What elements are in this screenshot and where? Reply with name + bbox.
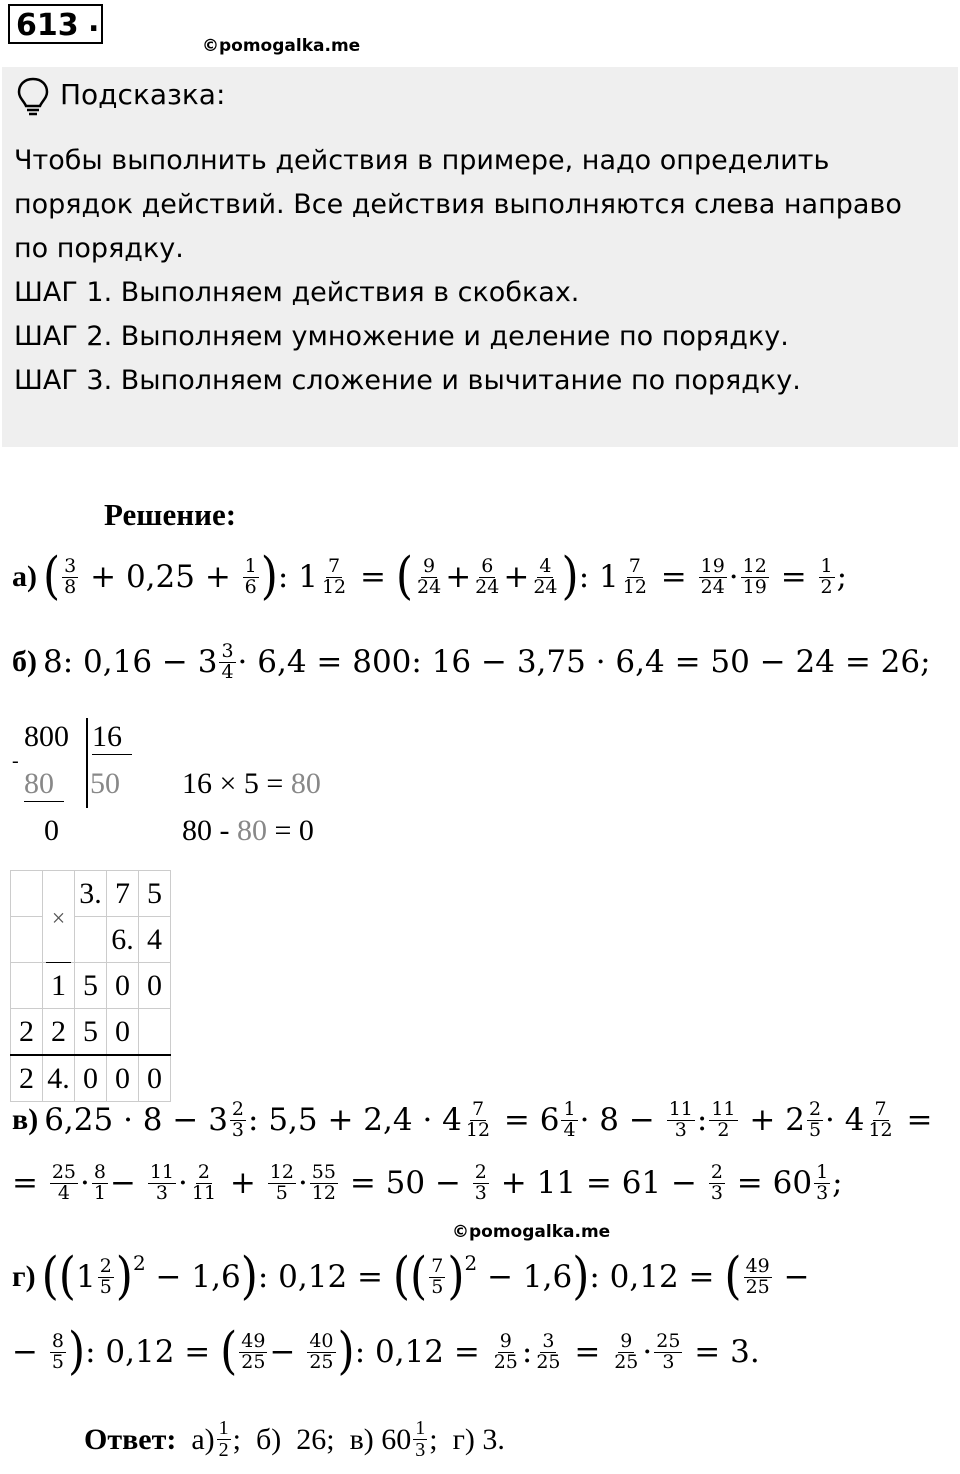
hint-line: Чтобы выполнить действия в примере, надо определить [14, 145, 830, 176]
step-text: Выполняем сложение и вычитание по порядку. [112, 365, 801, 396]
division-bar [86, 718, 88, 808]
check-value: 80 [290, 767, 321, 800]
hint-step-1 [14, 277, 579, 308]
grid-cell: 0 [75, 1055, 107, 1102]
grid-cell: 7 [107, 871, 139, 917]
grid-cell: 4 [139, 917, 171, 963]
grid-cell [43, 871, 75, 963]
solution-g-line-1: г) ( ( 1 2 5 ) 2 − 1,6 ) : 0,12 = ( ( 7 5 ) 2 − 1,6 ) : 0,12 = ( 49 25 − [12, 1247, 810, 1306]
lightbulb-icon [16, 76, 50, 116]
grid-cell: 4. [43, 1055, 75, 1102]
division-check-2 [182, 814, 314, 848]
grid-cell: 5 [139, 871, 171, 917]
grid-cell: 0 [139, 1055, 171, 1102]
division-dividend: 800 [24, 720, 69, 753]
division-subtract: 80 [24, 767, 64, 802]
step-text: Выполняем умножение и деление по порядку. [112, 321, 789, 352]
answer-g-label: г) [452, 1422, 475, 1456]
answer-label: Ответ: [84, 1422, 177, 1456]
grid-cell [11, 917, 43, 963]
answer: Ответ: а) 1 2 ; б) 26; в) 60 1 3 ; г) 3. [84, 1417, 505, 1461]
grid-cell [75, 917, 107, 963]
grid-cell: 5 [75, 963, 107, 1009]
grid-cell: 2 [11, 1055, 43, 1102]
division-divisor: 16 [92, 720, 132, 755]
grid-cell: 5 [75, 1009, 107, 1056]
step-text: Выполняем действия в скобках. [112, 277, 580, 308]
hint-step-2 [14, 321, 789, 352]
grid-cell: 0 [107, 1055, 139, 1102]
step-label: ШАГ 2. [14, 321, 113, 352]
problem-number-dot: . [88, 4, 100, 39]
watermark: ©pomogalka.me [202, 36, 361, 56]
solution-heading: Решение: [104, 497, 237, 532]
check-text: = 0 [267, 814, 314, 847]
division-quotient: 50 [90, 767, 120, 800]
grid-cell [139, 1009, 171, 1056]
hint-title: Подсказка: [60, 78, 226, 111]
solution-v-line-2: = 25 4 · 8 1 − 11 3 · 2 11 + 12 5 · 55 12 = 50 − 2 3 + 11 = 61 − 2 3 = 60 1 3 ; [12, 1161, 843, 1204]
grid-cell: 0 [139, 963, 171, 1009]
answer-g-value: 3. [482, 1422, 505, 1456]
grid-cell: 1 [43, 963, 75, 1009]
grid-cell: 0 [107, 1009, 139, 1056]
answer-b-label: б) [255, 1422, 282, 1456]
answer-b-value: 26; [296, 1422, 335, 1456]
watermark: ©pomogalka.me [452, 1222, 611, 1242]
check-value: 80 [237, 814, 267, 847]
multiplication-grid [10, 870, 171, 1102]
grid-cell: 0 [107, 963, 139, 1009]
label-g: г) [12, 1260, 36, 1293]
answer-v-label: в) [349, 1422, 374, 1456]
hint-step-3 [14, 365, 801, 396]
division-check-1 [182, 767, 321, 801]
step-label: ШАГ 3. [14, 365, 113, 396]
label-a: а) [12, 560, 37, 593]
label-v: в) [12, 1103, 39, 1137]
grid-cell: 2 [11, 1009, 43, 1056]
answer-v-value: 60 [381, 1422, 412, 1456]
step-label: ШАГ 1. [14, 277, 113, 308]
times-sign: × [51, 905, 66, 932]
check-text: 80 - [182, 814, 237, 847]
solution-g-line-2: − 8 5 ) : 0,12 = ( 49 25 − 40 25 ) : 0,12 = 9 25 : 3 25 = 9 25 · 25 3 = 3. [12, 1322, 760, 1381]
solution-a: а) ( 3 8 + 0,25 + 1 6 ) : 1 7 12 = ( 9 24 + 6 24 + 4 24 ) : 1 7 12 = 19 24 · 12 19 = 1 2 ; [12, 547, 848, 606]
grid-cell [11, 963, 43, 1009]
solution-b: б) 8: 0,16 − 3 3 4 · 6,4 = 800: 16 − 3,75 · 6,4 = 50 − 24 = 26; [12, 640, 931, 683]
answer-a-label: а) [191, 1422, 215, 1456]
label-b: б) [12, 645, 37, 679]
division-minus: - [12, 750, 19, 772]
hint-line: по порядку. [14, 233, 184, 264]
hint-line: порядок действий. Все действия выполняются слева направо [14, 189, 902, 220]
check-text: 16 × 5 = [182, 767, 291, 800]
grid-cell: 2 [43, 1009, 75, 1056]
grid-cell: 3. [75, 871, 107, 917]
problem-number: 613 [8, 4, 103, 44]
division-remainder: 0 [44, 814, 59, 847]
grid-cell [11, 871, 43, 917]
solution-v-line-1: в) 6,25 · 8 − 3 2 3 : 5,5 + 2,4 · 4 7 12 = 6 1 4 · 8 − 11 3 : 11 2 + 2 2 5 · 4 7 12 = [12, 1098, 933, 1141]
grid-cell: 6. [107, 917, 139, 963]
